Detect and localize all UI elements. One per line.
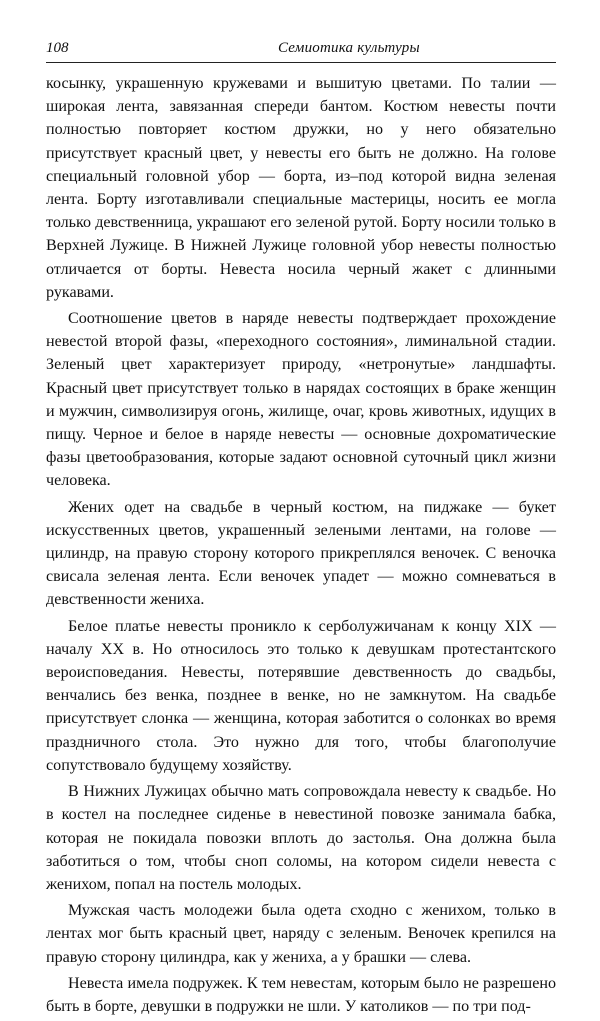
paragraph-bridesmaids: Невеста имела подружек. К тем невестам, которым было не разрешено быть в борте, девушки в подружки не шли. У католиков — по три под- [46, 974, 556, 1015]
paragraph-white-dress: Белое платье невесты проникло к серболужичанам к концу XIX — началу XX в. Но относилось это только к девушкам протестантского вероисповедания. Невесты, потерявшие девственность до свадьбы, венчались без венка, позднее в венке, но не замкнутом. На свадьбе присутствует слонка — женщина, которая заботится о солонках во время праздничного стола. Это нужно для того, чтобы благополучие сопутствовало будущему хозяйству. [46, 617, 556, 774]
paragraph-lower-lusatia: В Нижних Лужицах обычно мать сопровождала невесту к свадьбе. Но в костел на последнее сиденье в невестиной повозке занимала бабка, которая не покидала повозки вплоть до застолья. Она должна была заботиться о том, чтобы сноп соломы, на котором сидели невеста с женихом, попал на постель молодых. [46, 783, 556, 893]
running-title: Семиотика культуры [278, 40, 420, 56]
paragraph-groom-costume: Жених одет на свадьбе в черный костюм, на пиджаке — букет искусственных цветов, украшенный зелеными лентами, на голове — цилиндр, на правую сторону которого прикреплялся веночек. С веночка свисала зеленая лента. Если веночек упадет — можно сомневаться в девственности жениха. [46, 498, 556, 609]
paragraph-male-youth: Мужская часть молодежи была одета сходно с женихом, только в лентах мог быть красный цвет, наряду с зеленым. Веночек крепился на правую сторону цилиндра, как у жениха, а у брашки — слева. [46, 902, 556, 966]
running-header [46, 38, 556, 63]
body-text [46, 72, 556, 1018]
page-number: 108 [46, 40, 69, 56]
book-page [46, 38, 556, 1021]
paragraph-continued: косынку, украшенную кружевами и вышитую цветами. По талии — широкая лента, завязанная спереди бантом. Костюм невесты почти полностью повторяет костюм дружки, но у него обязательно присутствует красный цвет, у невесты его быть не должно. На голове специальный головной убор — борта, из–под которой видна зеленая лента. Борту изготавливали специальные мастерицы, носить ее могла только девственница, украшают его зеленой рутой. Борту носили только в Верхней Лужице. В Нижней Лужице головной убор невесты полностью отличается от борты. Невеста носила черный жакет с длинными рукавами. [46, 75, 556, 301]
paragraph-color-symbolism: Соотношение цветов в наряде невесты подтверждает прохождение невестой второй фазы, «переходного состояния», лиминальной стадии. Зеленый цвет характеризует природу, «нетронутые» ландшафты. Красный цвет присутствует только в нарядах состоящих в браке женщин и мужчин, символизируя огонь, жилище, очаг, кровь животных, идущих в пищу. Черное и белое в наряде невесты — основные дохроматические фазы цветообразования, которые задают основной суточный цикл жизни человека. [46, 310, 556, 490]
